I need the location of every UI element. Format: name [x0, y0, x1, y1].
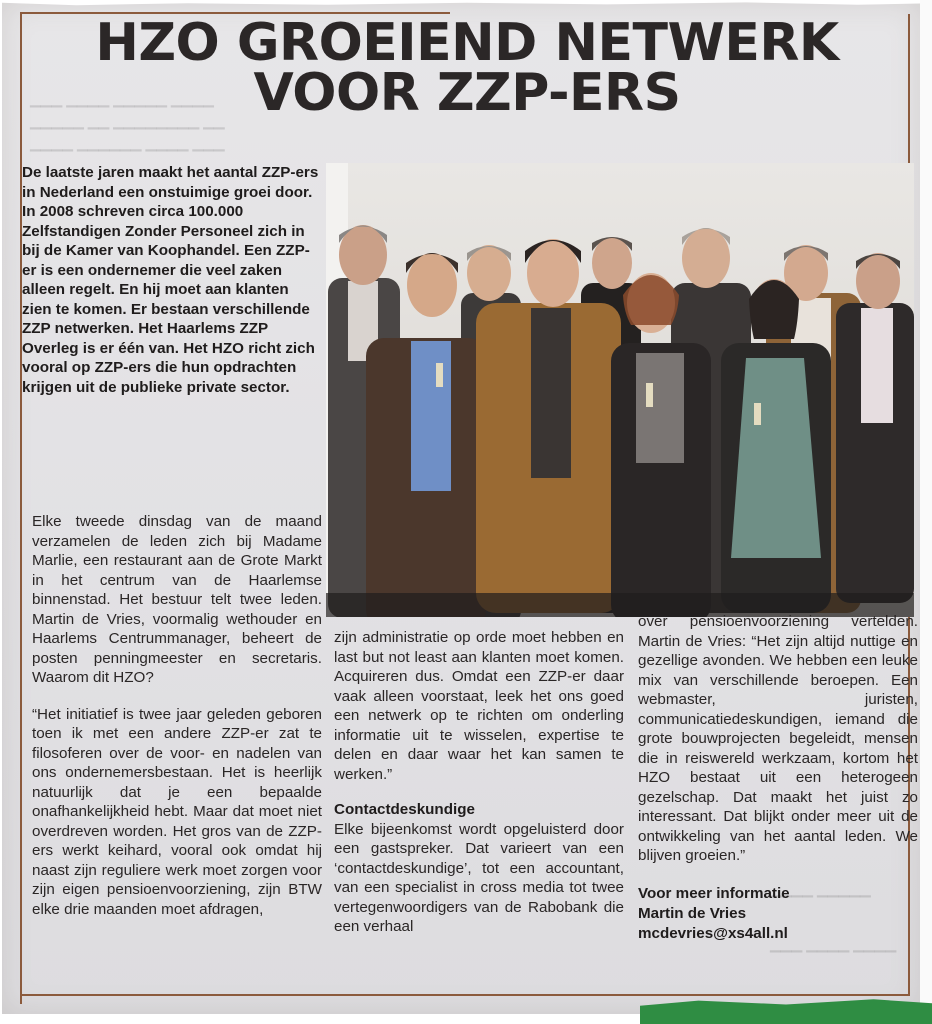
scan-margin: [920, 0, 932, 1024]
paragraph: Elke tweede dinsdag van de maand verzamelen de leden zich bij Madame Marlie, een restaurant aan de Grote Markt in het centrum van de Haarlemse binnenstad. Het bestuur telt twee leden. Martin de Vries, voormalig wethouder en Haarlems Centrummanager, beheert de posten penningmeester en secretaris. Waarom dit HZO?: [32, 513, 322, 686]
person: [836, 253, 914, 603]
subheading: Contactdeskundige: [334, 801, 475, 818]
headline-line-2: VOOR ZZP-ERS: [253, 63, 681, 123]
frame-bottom-rule: [20, 994, 910, 996]
contact-name: Martin de Vries: [638, 904, 747, 922]
column-1: [32, 512, 322, 919]
paragraph: “Het initiatief is twee jaar geleden geboren toen ik met een andere ZZP-er zat te filosoferen over de voor- en nadelen van ons ondernemersbestaan. Het is heerlijk natuurlijk dat je een bepaalde onafhankelijkheid hebt. Maar dat moet niet overdreven worden. Het gros van de ZZP-ers werkt keihard, vooral ook omdat hij naast zijn reguliere werk moet zorgen voor zijn eigen pensioenvoorziening, zijn BTW elke drie maanden moet afdragen,: [32, 705, 322, 918]
contact-email: mcdevries@xs4all.nl: [638, 924, 788, 942]
column-3: [638, 612, 918, 944]
group-photo: [326, 163, 914, 617]
intro-paragraph: De laatste jaren maakt het aantal ZZP-ers in Nederland een onstuimige groei door. In 2008 schreven circa 100.000 Zelfstandigen Zonder Personeel zich in bij de Kamer van Koophandel. Een ZZP-er is een ondernemer die veel zaken alleen regelt. En hij moet aan klanten zien te komen. Er bestaan verschillende ZZP netwerken. Het Haarlems ZZP Overleg is er één van. Het HZO richt zich vooral op ZZP-ers die hun opdrachten krijgen uit de publieke private sector.: [22, 164, 319, 396]
bleed-through-text: ▁▁▁▁▁ ▁▁ ▁▁▁▁▁▁▁▁ ▁▁: [30, 113, 225, 129]
group-photo-illustration: [326, 163, 914, 617]
paragraph: over pensioenvoorziening vertelden. Martin de Vries: “Het zijn altijd nuttige en gezellige avonden. We hebben een leuke mix van verschillende beroepen. Een webmaster, juristen, communicatiedeskundigen, iemand die grote bouwprojecten begeleidt, mensen die in reiswereld werkzaam, kortom het HZO bestaat uit een heterogeen gezelschap. Dat maakt het juist zo interessant. Dat blijkt onder meer uit de ontwikkeling van het aantal leden. We blijven groeien.”: [638, 613, 918, 864]
column-2: [334, 628, 624, 937]
paragraph: Elke bijeenkomst wordt opgeluisterd door een gastspreker. Dat varieert van een ‘contactdeskundige’, tot een accountant, van een specialist in cross media tot twee vertegenwoordigers van de Rabobank die een verhaal: [334, 820, 624, 935]
contact-info: [638, 884, 918, 944]
bleed-through-text: ▁▁▁ ▁▁▁▁ ▁▁▁▁: [770, 936, 897, 952]
bleed-through-text: ▁▁▁ ▁▁▁▁ ▁▁▁▁▁ ▁▁▁▁: [30, 91, 214, 107]
bleed-through-text: ▁▁▁▁ ▁▁▁▁▁▁ ▁▁▁▁ ▁▁▁: [30, 135, 225, 151]
headline-line-1: HZO GROEIEND NETWERK: [95, 13, 839, 73]
headline: [22, 13, 912, 123]
paragraph: zijn administratie op orde moet hebben en last but not least aan klanten moet komen. Acquireren dus. Omdat een ZZP-er daar vaak alleen voorstaat, leek het ons goed een netwerk op te richten om onderling informatie uit te wisselen, expertise te delen en daar waar het kan samen te werken.”: [334, 629, 624, 783]
bleed-through-text: ▁▁▁▁ ▁▁▁▁▁: [770, 881, 871, 897]
contact-info-title: Voor meer informatie: [638, 884, 790, 902]
